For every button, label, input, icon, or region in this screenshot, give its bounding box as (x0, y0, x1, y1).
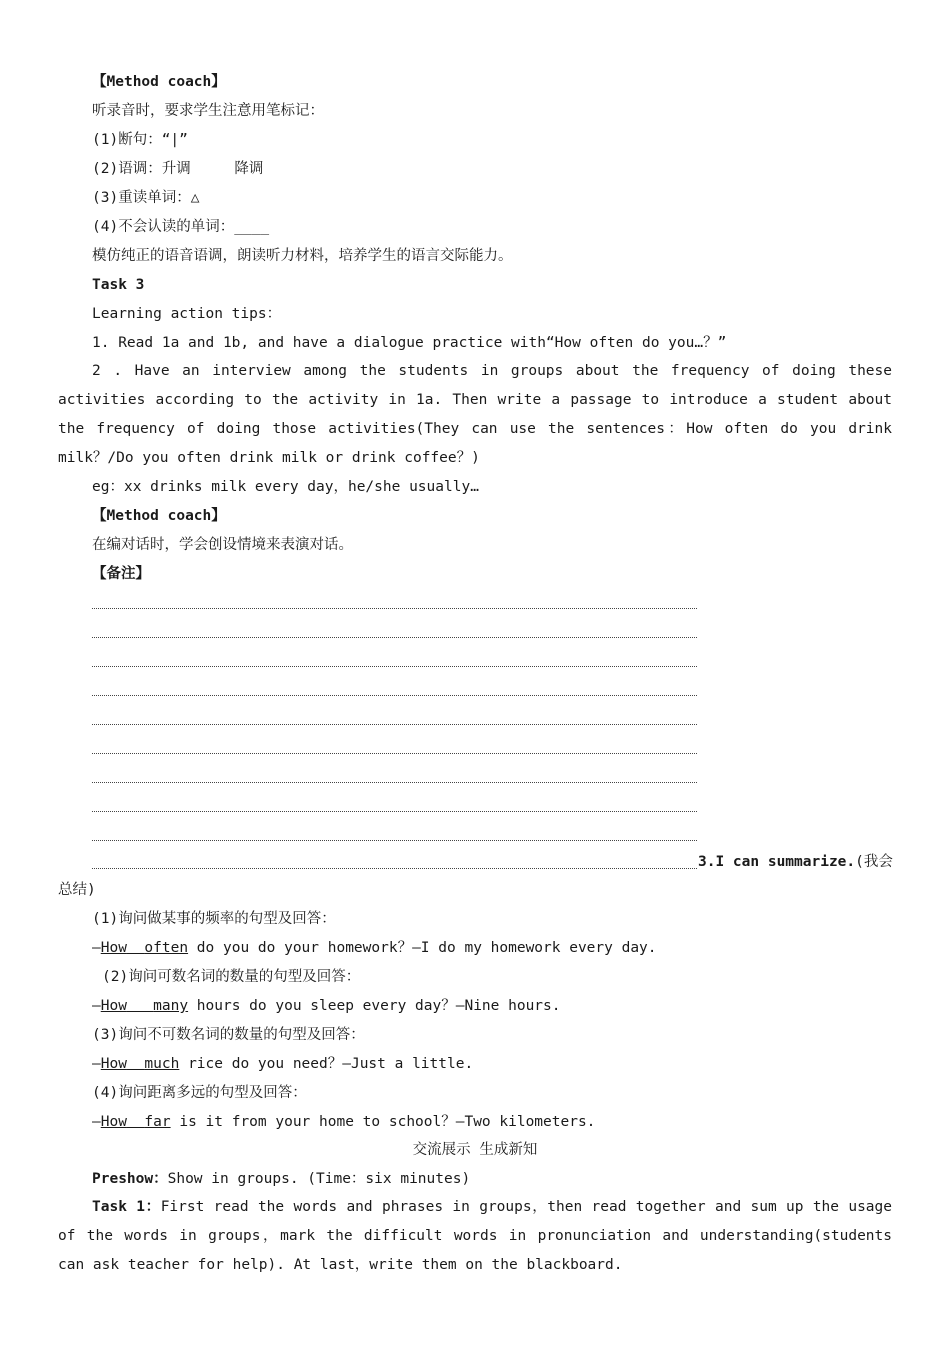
answer-rest: is it from your home to school？—Two kilometers. (179, 1114, 596, 1130)
summary-item-label: (4)询问距离多远的句型及回答： (92, 1085, 307, 1101)
answer-blank: much (144, 1056, 180, 1072)
answer-blank: How (100, 998, 127, 1014)
answer-blank: How (100, 1056, 127, 1072)
note-line (92, 840, 697, 841)
imitate-text: 模仿纯正的语音语调，朗读听力材料，培养学生的语言交际能力。 (92, 248, 513, 264)
summary-heading-suffix: (我会 (855, 854, 893, 870)
note-line (92, 782, 697, 783)
answer-rest: do you do your homework？—I do my homework every day. (196, 940, 657, 956)
dash: — (92, 998, 101, 1014)
mark-item: (4)不会认读的单词：____ (92, 219, 270, 235)
summary-item-answer (92, 1112, 595, 1132)
example-sentence: eg：xx drinks milk every day，he/she usually… (92, 479, 479, 495)
note-line (92, 811, 697, 812)
note-line (92, 695, 697, 696)
preshow-text: Show in groups. (Time：six minutes) (167, 1171, 471, 1187)
summary-item-label: (3)询问不可数名词的数量的句型及回答： (92, 1027, 365, 1043)
dash: — (92, 1056, 101, 1072)
exchange-section-title: 交流展示 生成新知 (412, 1142, 538, 1158)
dash: — (92, 1114, 101, 1130)
summary-heading (698, 852, 893, 872)
summary-item-answer (92, 938, 657, 958)
dash: — (92, 940, 101, 956)
method-coach-heading-2: 【Method coach】 (92, 508, 226, 524)
task3-step-1: 1. Read 1a and 1b, and have a dialogue practice with“How often do you…？” (92, 335, 727, 351)
answer-blank: How (100, 1114, 127, 1130)
task3-step-2: 2 . Have an interview among the students in groups about the frequency of doing these activities according to the activity in 1a. Then write a passage to introduce a student about the frequency of doing those activities(They can use the sentences：How often do you drink milk？/Do you often drink milk or drink coffee？) (58, 363, 892, 466)
note-line (92, 724, 697, 725)
summary-item-answer (92, 1054, 473, 1074)
note-line (92, 666, 697, 667)
answer-blank: often (144, 940, 189, 956)
answer-rest: rice do you need？—Just a little. (188, 1056, 474, 1072)
answer-blank: far (144, 1114, 171, 1130)
tips-heading: Learning action tips： (92, 306, 282, 322)
note-line (92, 753, 697, 754)
answer-blank: How (100, 940, 127, 956)
summary-item-label: (1)询问做某事的频率的句型及回答： (92, 911, 336, 927)
mark-item: (3)重读单词：△ (92, 190, 200, 206)
preshow-label: Preshow： (92, 1171, 168, 1187)
note-line (92, 608, 697, 609)
exchange-task1 (58, 1193, 892, 1280)
summary-item-answer (92, 996, 561, 1016)
task1-text: First read the words and phrases in groups，then read together and sum up the usage of the words in groups，mark the difficult words in pronunciation and understanding(students can ask teacher for help). At last，write them on the blackboard. (58, 1199, 892, 1273)
method-coach-heading-1: 【Method coach】 (92, 74, 226, 90)
answer-rest: hours do you sleep every day？—Nine hours. (196, 998, 561, 1014)
mark-item: (1)断句：“|” (92, 132, 188, 148)
task3-title: Task 3 (92, 277, 145, 293)
notes-heading: 【备注】 (92, 566, 150, 582)
recording-intro: 听录音时，要求学生注意用笔标记： (92, 103, 324, 119)
answer-blank: many (153, 998, 189, 1014)
preshow-line (92, 1169, 470, 1189)
summary-item-label: (2)询问可数名词的数量的句型及回答： (102, 969, 361, 985)
note-line (92, 868, 697, 869)
mark-item: (2)语调：升调 降调 (92, 161, 264, 177)
method-coach-text: 在编对话时，学会创设情境来表演对话。 (92, 537, 353, 553)
task1-label: Task 1： (92, 1199, 161, 1215)
summary-heading-label: 3.I can summarize. (698, 854, 856, 870)
summary-heading-wrap: 总结) (58, 882, 96, 898)
note-line (92, 637, 697, 638)
